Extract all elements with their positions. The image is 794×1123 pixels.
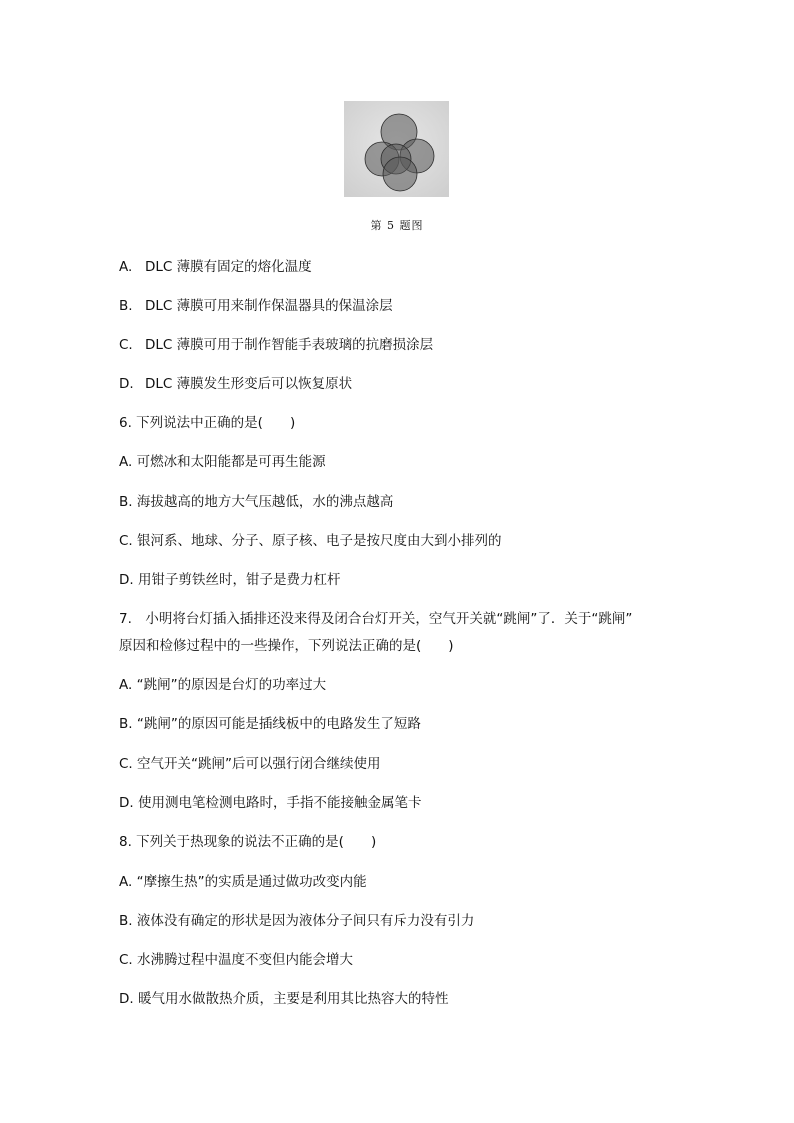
q6-option-d: D. 用钳子剪铁丝时，钳子是费力杠杆 <box>119 572 341 588</box>
option-letter: B. <box>119 298 133 314</box>
q8-stem: 8. 下列关于热现象的说法不正确的是( ) <box>119 834 377 850</box>
q6-option-a: A. 可燃冰和太阳能都是可再生能源 <box>119 454 326 470</box>
q5-option-c <box>119 336 433 354</box>
option-letter: A. <box>119 259 133 275</box>
option-letter: D. <box>119 376 134 392</box>
q7-option-b: B. “跳闸”的原因可能是插线板中的电路发生了短路 <box>119 716 421 732</box>
q5-option-a <box>119 258 312 276</box>
figure-caption: 第 5 题图 <box>370 219 424 232</box>
q7-option-d: D. 使用测电笔检测电路时，手指不能接触金属笔卡 <box>119 795 422 811</box>
question-5-figure <box>344 101 449 197</box>
disc-bottom <box>383 157 417 191</box>
option-text: DLC 薄膜可用来制作保温器具的保温涂层 <box>145 298 393 314</box>
q7-option-c: C. 空气开关“跳闸”后可以强行闭合继续使用 <box>119 756 381 772</box>
q7-stem-line2: 原因和检修过程中的一些操作，下列说法正确的是( ) <box>119 638 454 654</box>
q6-option-b: B. 海拔越高的地方大气压越低，水的沸点越高 <box>119 494 394 510</box>
option-text: DLC 薄膜发生形变后可以恢复原状 <box>145 376 353 392</box>
q7-option-a: A. “跳闸”的原因是台灯的功率过大 <box>119 677 327 693</box>
q8-option-d: D. 暖气用水做散热介质，主要是利用其比热容大的特性 <box>119 991 449 1007</box>
option-letter: C. <box>119 337 133 353</box>
q8-option-b: B. 液体没有确定的形状是因为液体分子间只有斥力没有引力 <box>119 913 475 929</box>
q5-option-d <box>119 375 352 393</box>
q6-stem: 6. 下列说法中正确的是( ) <box>119 415 296 431</box>
q8-option-c: C. 水沸腾过程中温度不变但内能会增大 <box>119 952 354 968</box>
overlapping-discs-photo <box>344 101 449 197</box>
option-text: DLC 薄膜有固定的熔化温度 <box>145 259 312 275</box>
option-text: DLC 薄膜可用于制作智能手表玻璃的抗磨损涂层 <box>145 337 434 353</box>
q5-option-b <box>119 297 393 315</box>
q7-stem-line1: 7. 小明将台灯插入插排还没来得及闭合台灯开关，空气开关就“跳闸”了．关于“跳闸” <box>119 611 633 627</box>
q8-option-a: A. “摩擦生热”的实质是通过做功改变内能 <box>119 874 367 890</box>
q6-option-c: C. 银河系、地球、分子、原子核、电子是按尺度由大到小排列的 <box>119 533 502 549</box>
